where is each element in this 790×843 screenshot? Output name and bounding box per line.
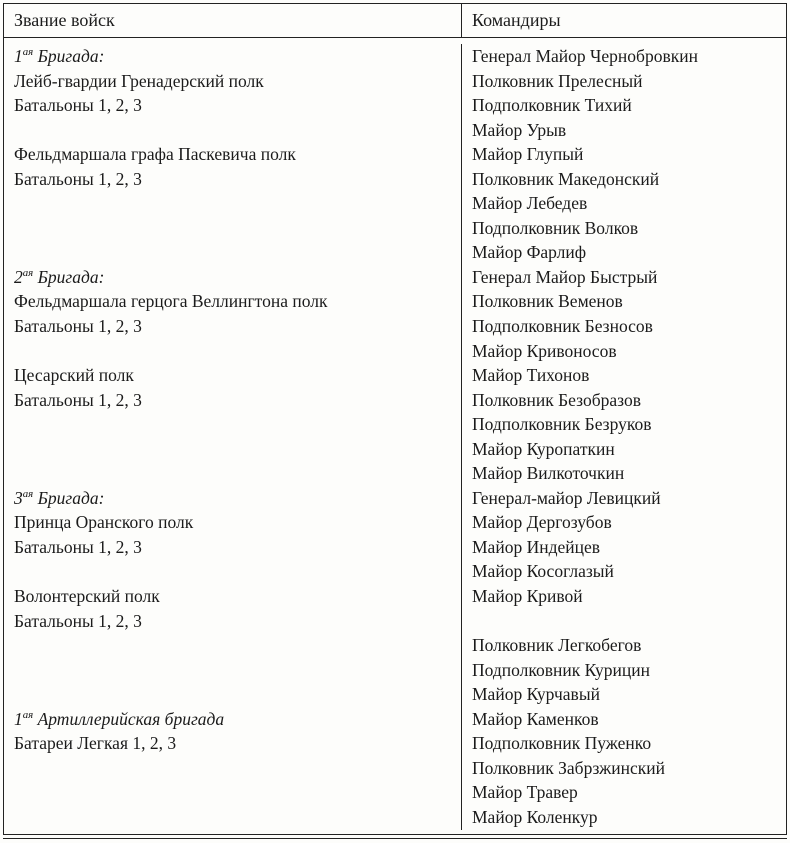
rank-cell [4,216,462,241]
table-row [4,658,786,683]
rank-cell: Волонтерский полк [4,584,462,609]
table-row [4,707,786,732]
commander-cell: Генерал-майор Левицкий [472,487,661,508]
table-row [4,191,786,216]
table-row [4,535,786,560]
rank-cell: Батальоны 1, 2, 3 [4,167,462,192]
table-row [4,314,786,339]
rank-cell [4,658,462,683]
commander-cell: Подполковник Курицин [472,659,650,680]
rank-cell [4,339,462,364]
table-row [4,240,786,265]
table-row [4,142,786,167]
table-row [4,265,786,290]
commander-cell: Майор Дергозубов [472,512,612,533]
commander-cell: Майор Лебедев [472,193,588,214]
table-row [4,805,786,830]
commander-cell: Генерал Майор Чернобровкин [472,46,698,66]
rank-cell: Батальоны 1, 2, 3 [4,93,462,118]
commander-cell: Майор Урыв [472,119,567,140]
table-row [4,44,786,69]
commander-cell: Полковник Забрзжинский [472,757,665,778]
rank-cell: $3^{ая}$ Бригада: [4,486,462,511]
commander-cell: Майор Травер [472,782,578,803]
table-row [4,363,786,388]
rank-cell: Фельдмаршала графа Паскевича полк [4,142,462,167]
commander-cell: Полковник Безобразов [472,389,641,410]
table-row [4,167,786,192]
bottom-rule [3,838,787,839]
commander-cell: Полковник Веменов [472,291,623,312]
rank-cell: Цесарский полк [4,363,462,388]
commander-cell: Майор Фарлиф [472,242,587,263]
rank-cell: Лейб-гвардии Гренадерский полк [4,69,462,94]
table-row [4,412,786,437]
rank-column-header: Звание войск [4,4,462,37]
table-row [4,388,786,413]
commander-cell: Майор Индейцев [472,536,601,557]
table-row [4,216,786,241]
commander-cell: Майор Курчавый [472,684,600,705]
commander-cell: Полковник Легкобегов [472,635,642,656]
commander-cell [462,609,786,634]
table-row [4,682,786,707]
commander-cell: Подполковник Волков [472,217,639,238]
rank-cell [4,805,462,830]
table-row [4,780,786,805]
table-row [4,486,786,511]
table-row [4,339,786,364]
rank-cell: Батальоны 1, 2, 3 [4,314,462,339]
commander-cell: Генерал Майор Быстрый [472,266,658,287]
rank-cell: Батальоны 1, 2, 3 [4,535,462,560]
table-row [4,461,786,486]
table-row [4,584,786,609]
table-row [4,756,786,781]
rank-cell: $1^{ая}$ Бригада: [4,44,462,69]
commander-cell: Майор Коленкур [472,806,598,827]
commander-cell: Подполковник Тихий [472,95,632,116]
rank-cell: Батальоны 1, 2, 3 [4,388,462,413]
commander-cell: Подполковник Пуженко [472,733,652,754]
roster-table [3,3,787,835]
commander-cell: Полковник Македонский [472,168,660,189]
commander-cell: Майор Глупый [472,144,584,165]
rank-cell [4,682,462,707]
rank-cell [4,461,462,486]
table-header-row [4,4,786,38]
commander-cell: Майор Тихонов [472,365,590,386]
commander-cell: Майор Кривой [472,586,583,607]
table-row [4,118,786,143]
commander-cell: Майор Вилкоточкин [472,463,625,484]
rank-cell: Фельдмаршала герцога Веллингтона полк [4,289,462,314]
rank-cell: $1^{ая}$ Артиллерийская бригада [4,707,462,732]
commander-cell: Майор Косоглазый [472,561,614,582]
table-row [4,633,786,658]
table-row [4,731,786,756]
commander-cell: Подполковник Безносов [472,316,653,337]
commander-cell: Подполковник Безруков [472,414,652,435]
commander-cell: Полковник Прелесный [472,70,643,91]
table-row [4,559,786,584]
rank-cell: $2^{ая}$ Бригада: [4,265,462,290]
commander-cell: Майор Куропаткин [472,438,615,459]
table-row [4,437,786,462]
table-row [4,289,786,314]
table-body [4,38,786,834]
table-row [4,510,786,535]
rank-cell [4,191,462,216]
table-row [4,609,786,634]
rank-cell [4,118,462,143]
rank-cell [4,559,462,584]
rank-cell: Принца Оранского полк [4,510,462,535]
commander-cell: Майор Кривоносов [472,340,617,361]
table-row [4,93,786,118]
rank-cell [4,437,462,462]
commander-cell: Майор Каменков [472,708,599,729]
rank-cell: Батареи Легкая 1, 2, 3 [4,731,462,756]
table-row [4,69,786,94]
rank-cell [4,756,462,781]
rank-cell [4,240,462,265]
rank-cell: Батальоны 1, 2, 3 [4,609,462,634]
commanders-column-header: Командиры [472,10,561,30]
rank-cell [4,633,462,658]
rank-cell [4,780,462,805]
rank-cell [4,412,462,437]
